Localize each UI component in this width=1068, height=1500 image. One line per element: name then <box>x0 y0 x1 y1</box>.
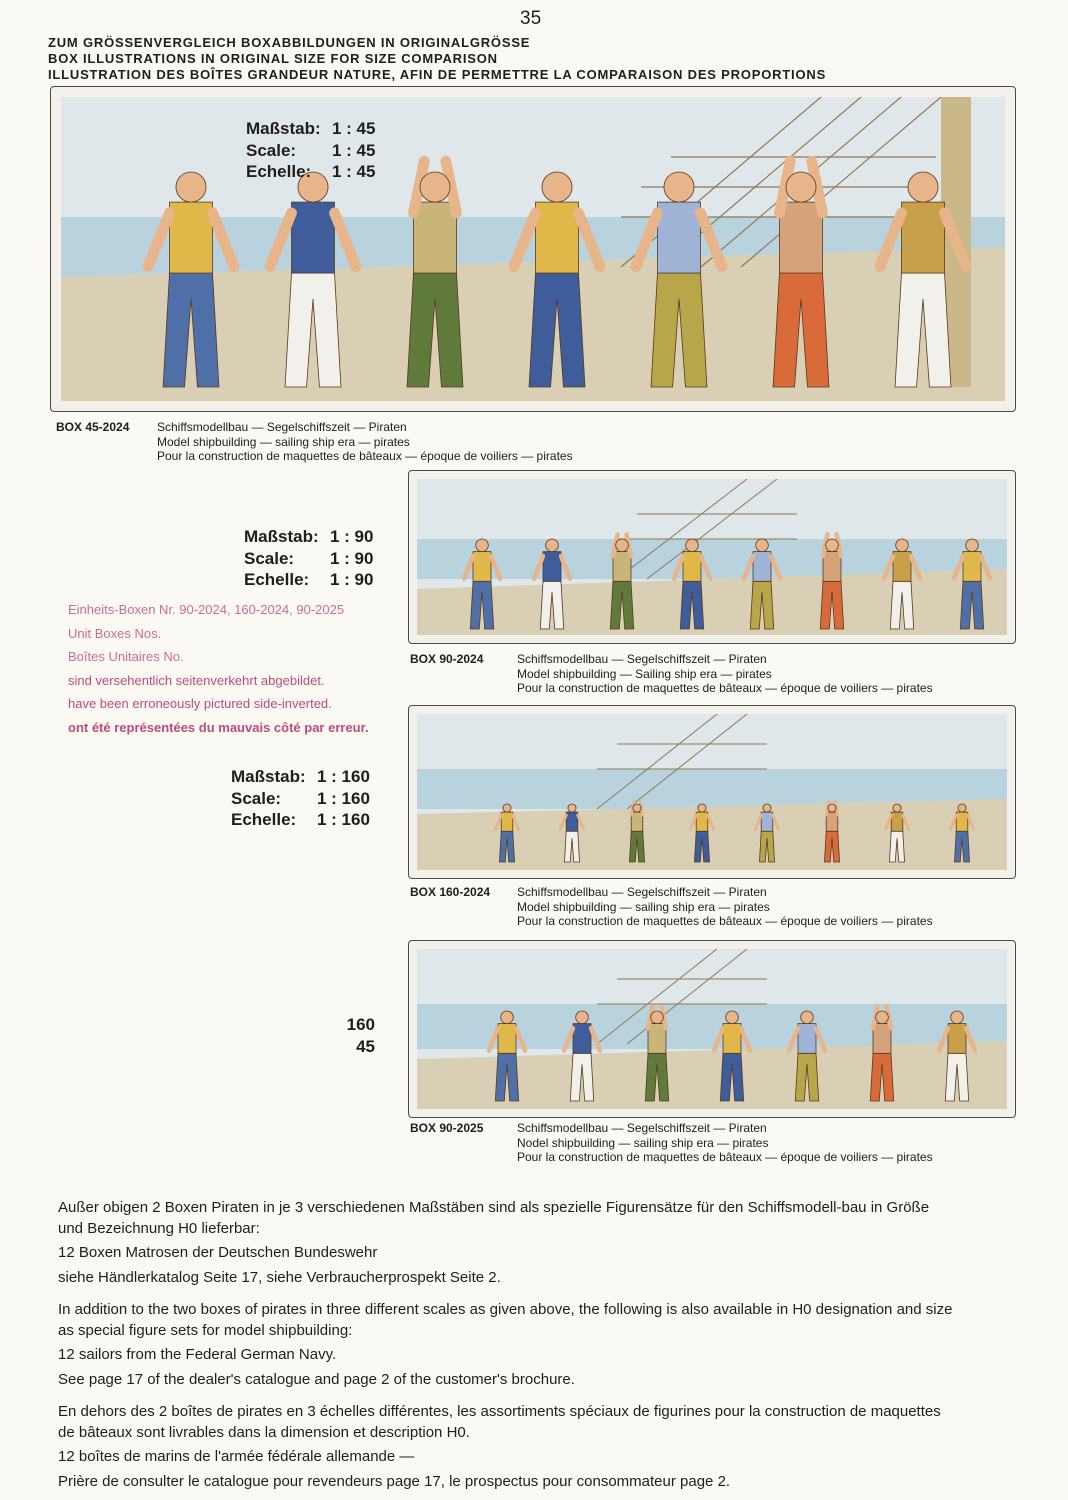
stamp-line: ont été représentées du mauvais côté par erreur. <box>68 719 369 735</box>
scale-label-en: Scale: <box>244 548 295 568</box>
scale-value: 1 : 45 <box>332 119 376 138</box>
caption-en: Model shipbuilding — Sailing ship era — pirates <box>517 666 772 681</box>
caption-de: Schiffsmodellbau — Segelschiffszeit — Piraten <box>517 885 767 899</box>
box-code: BOX 90-2025 <box>410 1121 484 1135</box>
stamp-line: Einheits-Boxen Nr. 90-2024, 160-2024, 90-2025 <box>68 602 345 617</box>
box-90-2025-illustration <box>417 949 1007 1109</box>
stamp-line: have been erroneously pictured side-inverted. <box>68 696 332 711</box>
side-number: 160 <box>346 1015 375 1034</box>
side-numbers <box>343 1014 375 1057</box>
box-90-2024-illustration <box>417 479 1007 635</box>
caption-en: Model shipbuilding — sailing ship era — pirates <box>157 434 410 449</box>
body-fr-3: Prière de consulter le catalogue pour revendeurs page 17, le prospectus pour consommateur page 2. <box>58 1472 731 1490</box>
caption-en: Nodel shipbuilding — sailing ship era — pirates <box>517 1135 769 1150</box>
body-text <box>58 1198 958 1496</box>
scale-45-block <box>246 118 375 183</box>
body-de-1: Außer obigen 2 Boxen Piraten in je 3 verschiedenen Maßstäben sind als spezielle Figurensätze für den Schiffsmodell-bau in Größe und Bezeichnung H0 lieferbar: <box>58 1199 930 1237</box>
scale-value: 1 : 45 <box>332 140 376 160</box>
body-en-3: See page 17 of the dealer's catalogue and page 2 of the customer's brochure. <box>58 1370 575 1388</box>
box-160-2024-illustration <box>417 714 1007 870</box>
box-code: BOX 45-2024 <box>56 420 130 434</box>
caption-fr: Pour la construction de maquettes de bâteaux — époque de voiliers — pirates <box>157 449 573 463</box>
caption-de: Schiffsmodellbau — Segelschiffszeit — Piraten <box>517 1121 767 1135</box>
caption-de: Schiffsmodellbau — Segelschiffszeit — Piraten <box>157 420 407 434</box>
body-de-2: 12 Boxen Matrosen der Deutschen Bundeswehr <box>58 1244 378 1261</box>
correction-stamp <box>68 598 369 739</box>
caption-fr: Pour la construction de maquettes de bâteaux — époque de voiliers — pirates <box>517 914 933 928</box>
caption-fr: Pour la construction de maquettes de bâteaux — époque de voiliers — pirates <box>517 681 933 695</box>
scale-label-de: Maßstab: <box>246 119 321 138</box>
box-code: BOX 160-2024 <box>410 885 491 899</box>
scale-90-block <box>244 526 373 591</box>
caption-de: Schiffsmodellbau — Segelschiffszeit — Piraten <box>517 652 767 666</box>
box-160-2024-caption <box>410 885 1030 930</box>
heading-en: BOX ILLUSTRATIONS IN ORIGINAL SIZE FOR SIZE COMPARISON <box>48 51 498 66</box>
caption-fr: Pour la construction de maquettes de bâteaux — époque de voiliers — pirates <box>517 1150 933 1164</box>
heading-de: ZUM GRÖSSENVERGLEICH BOXABBILDUNGEN IN ORIGINALGRÖSSE <box>48 35 531 50</box>
scale-value: 1 : 160 <box>317 810 370 829</box>
box-90-2025-frame <box>408 940 1016 1118</box>
caption-en: Model shipbuilding — sailing ship era — pirates <box>517 899 770 914</box>
stamp-line: sind versehentlich seitenverkehrt abgebildet. <box>68 672 325 688</box>
scale-label-de: Maßstab: <box>231 767 306 786</box>
heading-fr: ILLUSTRATION DES BOÎTES GRANDEUR NATURE, AFIN DE PERMETTRE LA COMPARAISON DES PROPORTIONS <box>48 67 827 82</box>
box-90-2024-caption <box>410 652 1030 697</box>
body-fr-1: En dehors des 2 boîtes de pirates en 3 échelles différentes, les assortiments spéciaux de figurines pour la construction de maquettes de bâteaux sont livrables dans la dimension et description H0. <box>58 1403 941 1441</box>
scale-label-fr: Echelle: <box>246 162 312 181</box>
box-45-2024-illustration <box>61 97 1005 401</box>
body-fr-2: 12 boîtes de marins de l'armée fédérale allemande — <box>58 1448 415 1465</box>
box-45-2024-caption <box>56 420 756 465</box>
body-en-1: In addition to the two boxes of pirates in three different scales as given above, the following is also available in H0 designation and size as special figure sets for model shipbuilding: <box>58 1301 953 1339</box>
stamp-line: Boîtes Unitaires No. <box>68 649 184 664</box>
box-code: BOX 90-2024 <box>410 652 484 666</box>
scale-label-en: Scale: <box>231 788 282 808</box>
scale-label-fr: Echelle: <box>231 810 297 829</box>
scale-value: 1 : 90 <box>330 570 374 589</box>
body-de-3: siehe Händlerkatalog Seite 17, siehe Verbraucherprospekt Seite 2. <box>58 1268 501 1286</box>
scale-label-de: Maßstab: <box>244 527 319 546</box>
side-number: 45 <box>356 1036 375 1056</box>
stamp-line: Unit Boxes Nos. <box>68 625 162 641</box>
box-160-2024-frame <box>408 705 1016 879</box>
scale-160-block <box>231 766 370 831</box>
box-90-2025-caption <box>410 1121 1030 1166</box>
box-45-2024-frame <box>50 86 1016 412</box>
page-number: 35 <box>520 8 542 29</box>
scale-value: 1 : 160 <box>317 767 370 786</box>
box-90-2024-frame <box>408 470 1016 644</box>
body-en-2: 12 sailors from the Federal German Navy. <box>58 1346 337 1363</box>
scale-value: 1 : 90 <box>330 548 374 568</box>
scale-label-fr: Echelle: <box>244 570 310 589</box>
scale-value: 1 : 160 <box>317 788 370 808</box>
scale-value: 1 : 45 <box>332 162 376 181</box>
scale-value: 1 : 90 <box>330 527 374 546</box>
scale-label-en: Scale: <box>246 140 297 160</box>
